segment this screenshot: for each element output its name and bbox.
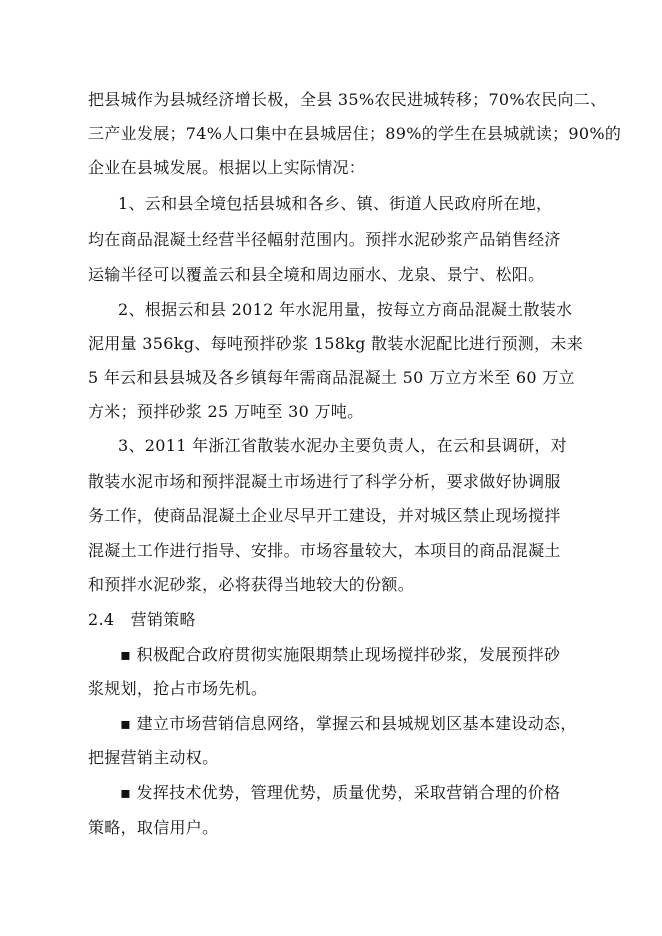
text-line: 把握营销主动权。 bbox=[88, 748, 219, 767]
text-line: 务工作，使商品混凝土企业尽早开工建设，并对城区禁止现场搅拌 bbox=[88, 506, 561, 525]
text-line: 三产业发展；74%人口集中在县城居住；89%的学生在县城就读；90%的 bbox=[88, 124, 622, 143]
text-line: 运输半径可以覆盖云和县全境和周边丽水、龙泉、景宁、松阳。 bbox=[88, 265, 545, 284]
bullet-line: ▪ 积极配合政府贯彻实施限期禁止现场搅拌砂浆，发展预拌砂 bbox=[120, 645, 561, 664]
bullet-line: ▪ 发挥技术优势，管理优势，质量优势，采取营销合理的价格 bbox=[120, 783, 561, 802]
text-line: 1、云和县全境包括县城和各乡、镇、街道人民政府所在地， bbox=[118, 194, 553, 213]
text-line: 散装水泥市场和预拌混凝土市场进行了科学分析，要求做好协调服 bbox=[88, 472, 561, 491]
text-line: 把县城作为县城经济增长极，全县 35%农民进城转移；70%农民向二、 bbox=[88, 90, 607, 109]
text-line: 企业在县城发展。根据以上实际情况： bbox=[88, 158, 366, 177]
text-line: 2、根据云和县 2012 年水泥用量，按每立方商品混凝土散装水 bbox=[118, 300, 573, 319]
section-heading: 2.4 营销策略 bbox=[88, 610, 196, 629]
text-line: 混凝土工作进行指导、安排。市场容量较大，本项目的商品混凝土 bbox=[88, 541, 561, 560]
text-line: 泥用量 356kg、每吨预拌砂浆 158kg 散装水泥配比进行预测，未来 bbox=[88, 334, 584, 353]
text-line: 5 年云和县县城及各乡镇每年需商品混凝土 50 万立方米至 60 万立 bbox=[88, 368, 575, 387]
text-line: 均在商品混凝土经营半径幅射范围内。预拌水泥砂浆产品销售经济 bbox=[88, 230, 561, 249]
text-line: 浆规划，抢占市场先机。 bbox=[88, 679, 268, 698]
bullet-line: ▪ 建立市场营销信息网络，掌握云和县城规划区基本建设动态， bbox=[120, 714, 577, 733]
text-line: 3、2011 年浙江省散装水泥办主要负责人，在云和县调研，对 bbox=[118, 436, 567, 455]
text-line: 方米；预拌砂浆 25 万吨至 30 万吨。 bbox=[88, 402, 364, 421]
text-line: 和预拌水泥砂浆，必将获得当地较大的份额。 bbox=[88, 575, 415, 594]
text-line: 策略，取信用户。 bbox=[88, 818, 219, 837]
